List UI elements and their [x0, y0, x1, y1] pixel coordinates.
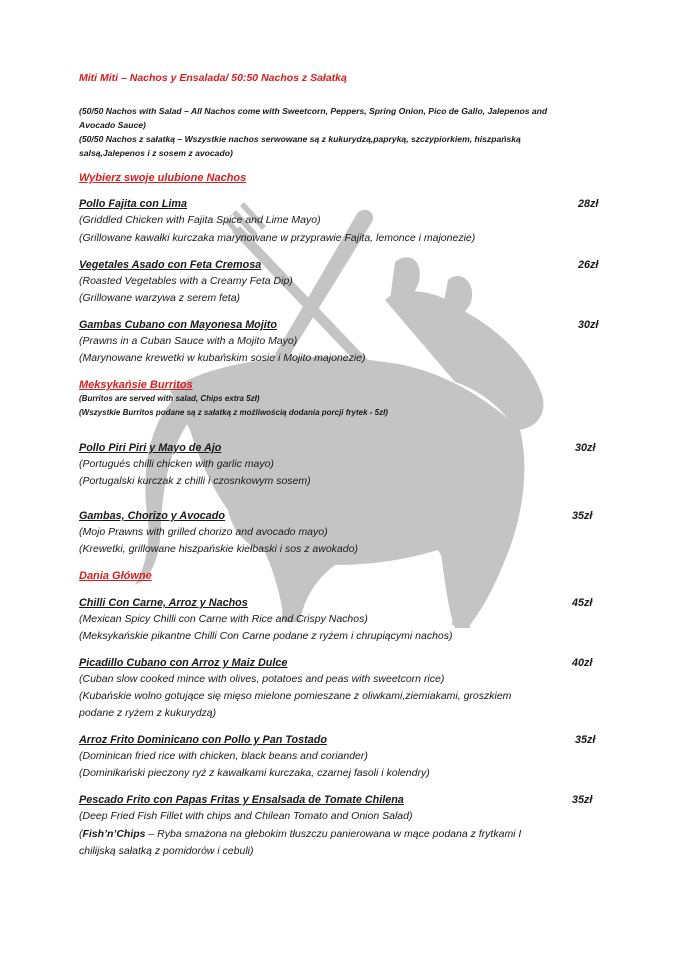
dish-name-pollo-fajita: Pollo Fajita con Lima — [79, 198, 187, 210]
dish-desc-pl-pescado-frito-line2: chilijską sałatką z pomidorów i cebuli) — [79, 845, 254, 857]
dish-name-pescado-frito: Pescado Frito con Papas Fritas y Ensalsada de Tomate Chilena — [79, 794, 404, 806]
dish-desc-en-picadillo: (Cuban slow cooked mince with olives, potatoes and peas with sweetcorn rice) — [79, 673, 445, 685]
nachos-note-pl-line2: salsą,Jalepenos i z sosem z avocado) — [79, 148, 233, 158]
dish-desc-pl-vegetales: (Grillowane warzywa z serem feta) — [79, 292, 241, 304]
fish-n-chips-label: Fish’n’Chips — [82, 828, 146, 840]
dish-desc-en-arroz-frito: (Dominican fried rice with chicken, black beans and coriander) — [79, 750, 368, 762]
menu-title: Miti Miti – Nachos y Ensalada/ 50:50 Nachos z Sałatką — [79, 72, 347, 84]
dish-desc-en-chilli-con-carne: (Mexican Spicy Chilli con Carne with Rice and Crispy Nachos) — [79, 613, 368, 625]
dish-price-picadillo: 40zł — [572, 657, 593, 669]
dish-name-gambas-cubano: Gambas Cubano con Mayonesa Mojito — [79, 319, 277, 331]
dish-name-vegetales: Vegetales Asado con Feta Cremosa — [79, 259, 262, 271]
dish-desc-pl-chilli-con-carne: (Meksykańskie pikantne Chilli Con Carne podane z ryżem i chrupiącymi nachos) — [79, 630, 453, 642]
section-heading-burritos: Meksykańsie Burritos — [79, 379, 193, 391]
dish-price-pescado-frito: 35zł — [572, 794, 593, 806]
dish-price-gambas-cubano: 30zł — [578, 319, 599, 331]
pl-open-paren: ( — [79, 828, 83, 840]
dish-price-vegetales: 26zł — [578, 259, 599, 271]
section-heading-nachos: Wybierz swoje ulubione Nachos — [79, 172, 247, 184]
dish-desc-pl-picadillo-line1: (Kubańskie wolno gotujące się mięso mielone pomieszane z oliwkami,ziemiakami, groszkiem — [79, 690, 512, 702]
dish-desc-pl-arroz-frito: (Dominikański pieczony ryż z kawałkami kurczaka, czarnej fasoli i kolendry) — [79, 767, 430, 779]
dish-desc-en-pollo-piri-piri: (Portugués chilli chicken with garlic mayo) — [79, 458, 274, 470]
dish-desc-pl-pollo-fajita: (Grillowane kawałki kurczaka marynowane w przyprawie Fajita, lemonce i majonezie) — [79, 232, 476, 244]
burritos-note-pl: (Wszystkie Burritos podane są z sałatką z możliwością dodania porcji frytek - 5zł) — [79, 408, 388, 417]
nachos-note-en-line1: (50/50 Nachos with Salad – All Nachos come with Sweetcorn, Peppers, Spring Onion, Pico de Gallo, Jalepenos and — [79, 106, 548, 116]
dish-name-pollo-piri-piri: Pollo Piri Piri y Mayo de Ajo — [79, 442, 222, 454]
nachos-note-en-line2: Avocado Sauce) — [79, 120, 146, 130]
nachos-note-pl-line1: (50/50 Nachos z sałatką – Wszystkie nachos serwowane są z kukurydzą,papryką, szczypiorkiem, hiszpańską — [79, 134, 521, 144]
dish-name-chilli-con-carne: Chilli Con Carne, Arroz y Nachos — [79, 597, 248, 609]
dish-desc-pl-pollo-piri-piri: (Portugalski kurczak z chilli i czosnkowym sosem) — [79, 475, 311, 487]
dish-desc-en-pollo-fajita: (Griddled Chicken with Fajita Spice and Lime Mayo) — [79, 214, 321, 226]
dish-name-gambas-chorizo: Gambas, Chorizo y Avocado — [79, 510, 225, 522]
dish-desc-en-pescado-frito: (Deep Fried Fish Fillet with chips and Chilean Tomato and Onion Salad) — [79, 810, 413, 822]
dish-desc-pl-pescado-frito-line1 — [79, 828, 521, 840]
dish-desc-pl-gambas-chorizo: (Krewetki, grillowane hiszpańskie kiełbaski i sos z awokado) — [79, 543, 358, 555]
section-heading-mains: Dania Główne — [79, 570, 152, 582]
dish-name-arroz-frito: Arroz Frito Dominicano con Pollo y Pan Tostado — [79, 734, 327, 746]
burritos-note-en: (Burritos are served with salad, Chips extra 5zł) — [79, 394, 260, 403]
dish-desc-en-gambas-chorizo: (Mojo Prawns with grilled chorizo and avocado mayo) — [79, 526, 328, 538]
dish-desc-pl-gambas-cubano: (Marynowane krewetki w kubańskim sosie i Mojito majonezie) — [79, 352, 366, 364]
dish-desc-en-vegetales: (Roasted Vegetables with a Creamy Feta Dip) — [79, 275, 293, 287]
dish-price-pollo-fajita: 28zł — [578, 198, 599, 210]
dish-price-chilli-con-carne: 45zł — [572, 597, 593, 609]
dish-desc-en-gambas-cubano: (Prawns in a Cuban Sauce with a Mojito Mayo) — [79, 335, 298, 347]
dish-price-arroz-frito: 35zł — [575, 734, 596, 746]
pl-desc-rest: – Ryba smażona na głebokim tłuszczu panierowana w mące podana z frytkami I — [145, 828, 522, 840]
dish-price-gambas-chorizo: 35zł — [572, 510, 593, 522]
dish-name-picadillo: Picadillo Cubano con Arroz y Maiz Dulce — [79, 657, 288, 669]
dish-price-pollo-piri-piri: 30zł — [575, 442, 596, 454]
dish-desc-pl-picadillo-line2: podane z ryżem z kukurydzą) — [79, 707, 217, 719]
